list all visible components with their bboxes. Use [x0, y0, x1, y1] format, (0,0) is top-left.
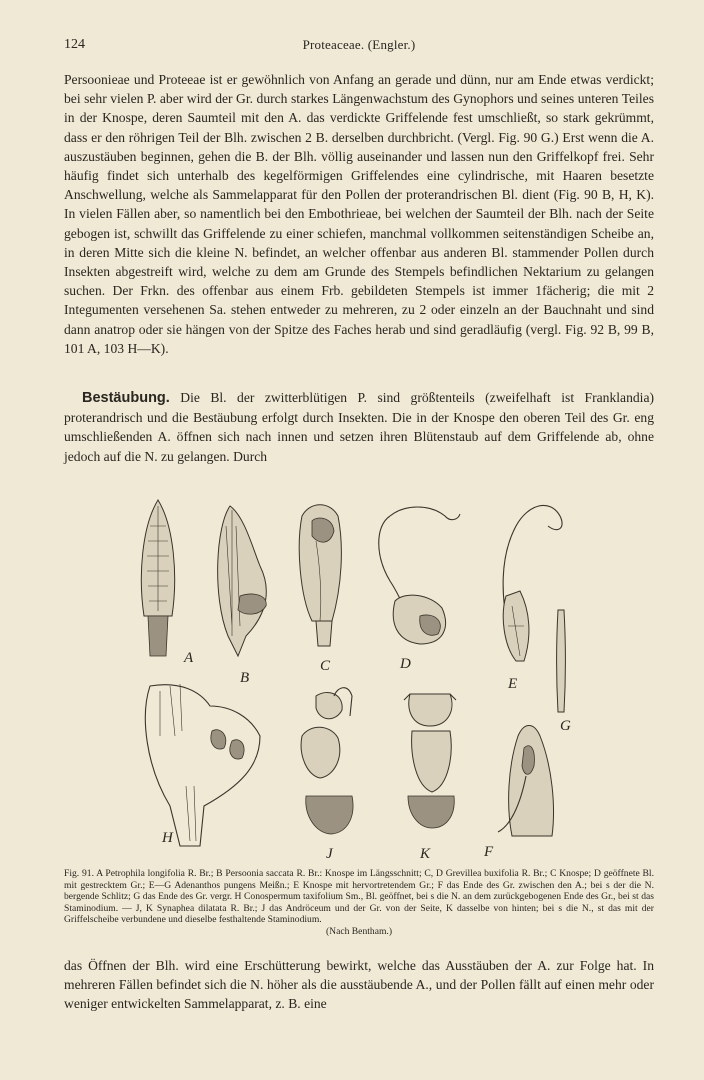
- figure-91-illustration: [120, 486, 600, 866]
- label-j: J: [326, 846, 333, 862]
- paragraph-bestaeubung: [64, 388, 654, 466]
- drawing-j: [301, 688, 353, 862]
- paragraph-persoonieae: [64, 70, 654, 358]
- label-b: B: [240, 670, 250, 686]
- drawing-h: [145, 684, 260, 846]
- label-g: G: [560, 718, 571, 734]
- paragraph-text: Persoonieae und Proteeae ist er gewöhnlich von Anfang an gerade und dünn, nur am Ende etwas verdickt; bei sehr vielen P. aber wird der Gr. durch starkes Längenwachstum des Gynophors und seines unteren Teiles in der Knospe, deren Saumteil mit den A. das verdickte Griffelende fest umschließt, so stark gekrümmt, dass er den röhrigen Teil der Blh. zwischen 2 B. derselben durchbricht. (Vergl. Fig. 90 G.) Erst wenn die A. auszustäuben beginnen, gehen die B. der Blh. völlig auseinander und lassen nun den Griffelkopf frei. Sehr häufig findet sich unterhalb des kegelförmigen Griffelendes eine cylindrische, mit Haaren besetzte Anschwellung, welche als Sammelapparat für den Pollen der proterandrischen Bl. dient (Fig. 90 B, H, K). In vielen Fällen aber, so namentlich bei den Embothrieae, bei welchen der Saumteil der Blh. nach der Seite gebogen ist, schwillt das Griffelende zu einer schiefen, manchmal vollkommen seitenständigen Scheibe an, in deren Mitte sich die kleine N. befindet, an welcher offenbar aus anderen Bl. stammender Pollen durch Insekten abgestreift wird, welche zu dem am Grunde des Stempels befindlichen Nektarium zu gelangen suchen. Der Frkn. des offenbar aus einem Frb. gebildeten Stempels ist immer 1fächerig; die mit 2 Integumenten versehenen Sa. stehen entweder zu mehreren, zu 2 oder einzeln an der Bauchnaht und sind dann anatrop oder sie hängen von der Spitze des Faches herab und sind geradläufig (vergl. Fig. 92 B, 99 B, 101 A, 103 H—K).: [64, 72, 654, 356]
- paragraph-continuation: [64, 956, 654, 1014]
- drawing-b: [218, 506, 267, 686]
- running-head: Proteaceae. (Engler.): [302, 37, 416, 52]
- drawing-f: [483, 726, 554, 861]
- drawing-a: [141, 500, 194, 666]
- label-d: D: [400, 656, 411, 672]
- drawing-d: [379, 507, 460, 672]
- drawing-e: [503, 505, 562, 692]
- caption-credit: (Nach Bentham.): [325, 925, 393, 937]
- figure-caption: [64, 868, 654, 938]
- label-k: K: [420, 846, 431, 862]
- botanical-drawings: [120, 486, 600, 866]
- page-number: 124: [64, 37, 85, 52]
- label-h: H: [162, 830, 173, 846]
- page-header: [64, 37, 654, 55]
- label-c: C: [320, 658, 331, 674]
- paragraph-text: Die Bl. der zwitterblütigen P. sind größtenteils (zweifelhaft ist Franklandia) proterandrisch und die Bestäubung erfolgt durch Insekten. Die in der Knospe den oberen Teil des Gr. eng umschließenden A. öffnen sich nach innen und setzen ihren Blütenstaub auf dem Griffelende ab, ohne jedoch auf die N. zu gelangen. Durch: [64, 390, 654, 464]
- drawing-k: [404, 694, 456, 862]
- caption-text: Fig. 91. A Petrophila longifolia R. Br.; B Persoonia saccata R. Br.: Knospe im Längsschnitt; C, D Grevillea buxifolia R. Br.; C Knospe; D geöffnete Bl. mit gestrecktem Gr.; E—G Adenanthos pungens Meißn.; E Knospe mit hervortretendem Gr.; F das Ende des Gr. zwischen den A.; bei s der die N. bergende Schlitz; G das Ende des Gr. vergr. H Conospermum taxifolium Sm., Bl. geöffnet, bei s die N. an dem zurückgebogenen Ende des Gr., bei st das Staminodium. — J, K Synaphea dilatata R. Br.; J das Andröceum und der Gr. von der Seite, K dasselbe von hinten; bei s die N., st das mit der Griffelscheibe verbundene und dieselbe festhaltende Staminodium.: [64, 868, 654, 926]
- label-f: F: [484, 844, 494, 860]
- drawing-g: [557, 610, 572, 734]
- section-heading: Bestäubung.: [82, 390, 170, 406]
- label-a: A: [184, 650, 194, 666]
- paragraph-text: das Öffnen der Blh. wird eine Erschütterung bewirkt, welche das Ausstäuben der A. zur Folge hat. In mehreren Fällen befindet sich die N. höher als die ausstäubende A., und der Pollen fällt auf einen mehr oder weniger entwickelten Sammelapparat, z. B. eine: [64, 958, 654, 1012]
- label-e: E: [508, 676, 518, 692]
- drawing-c: [299, 505, 341, 674]
